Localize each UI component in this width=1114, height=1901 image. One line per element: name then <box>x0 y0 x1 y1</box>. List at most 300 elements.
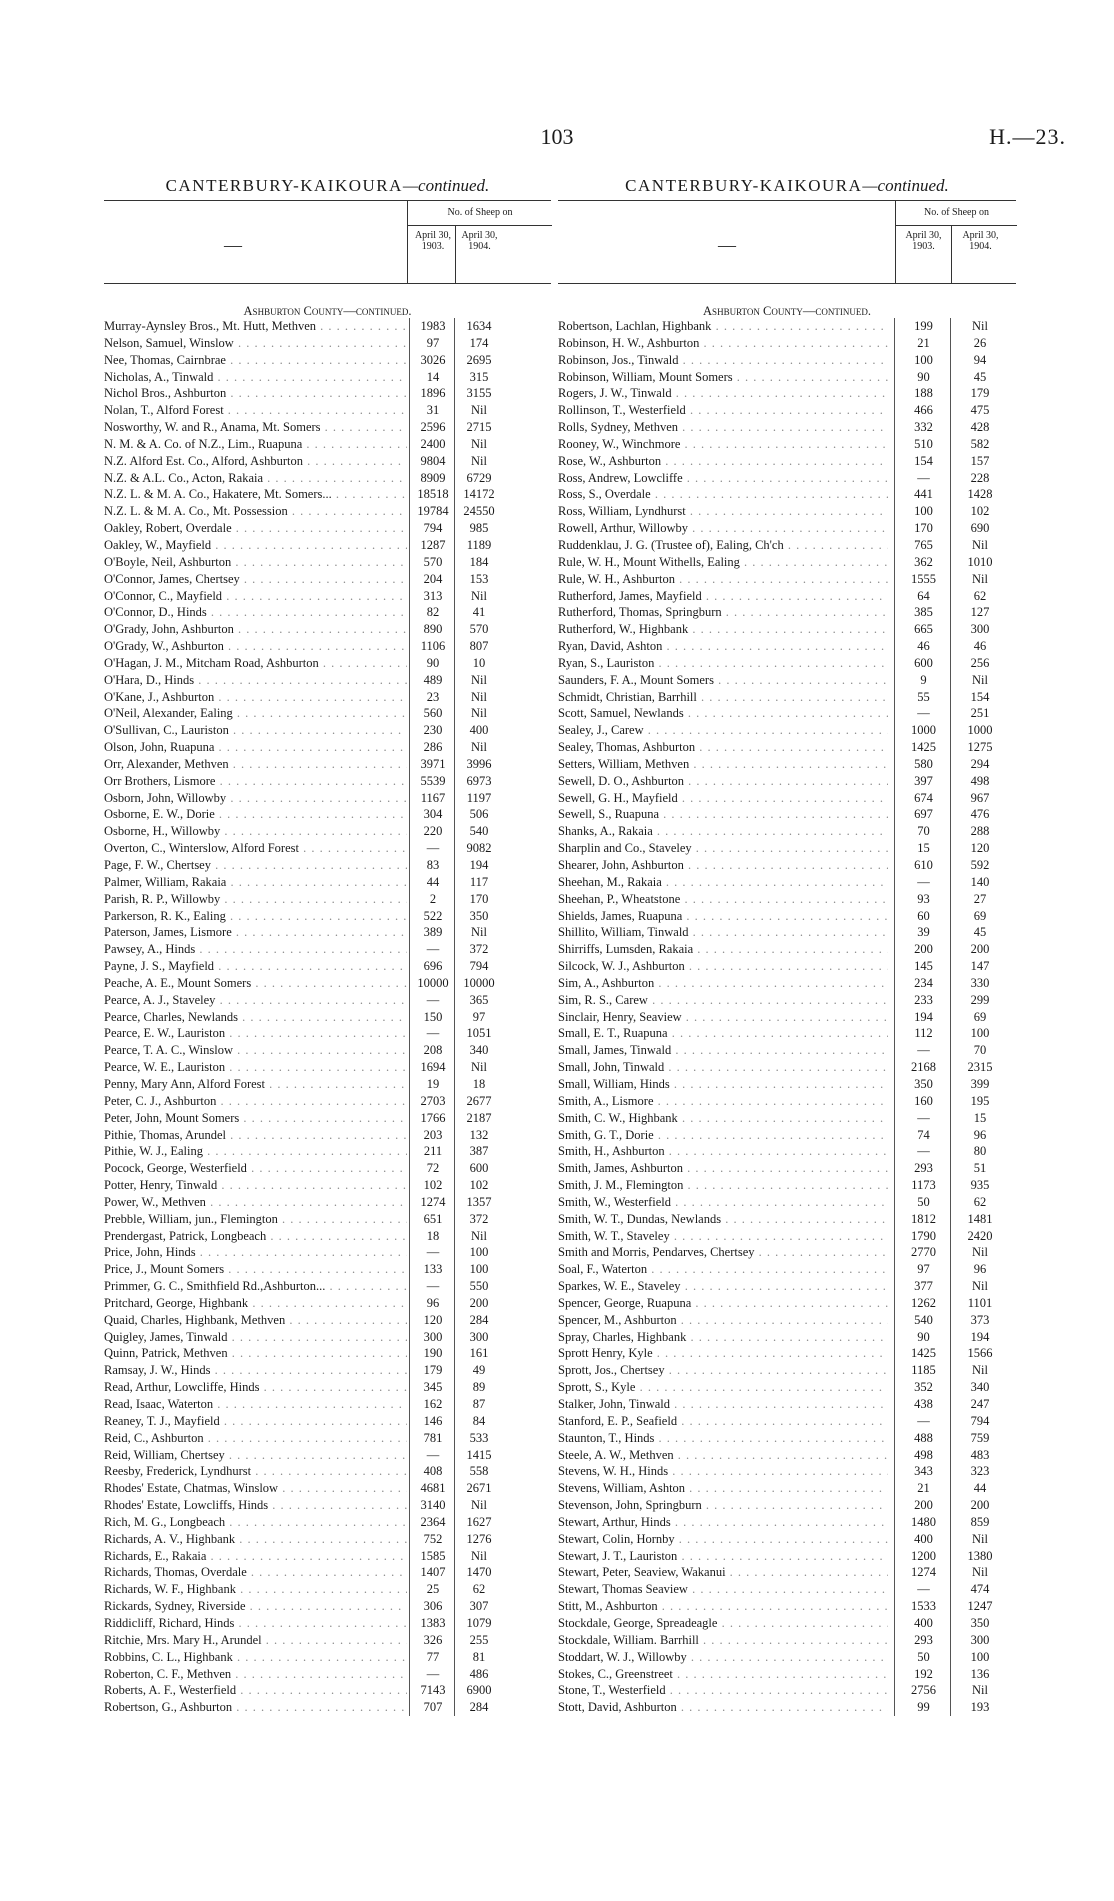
owner-name: Prendergast, Patrick, Longbeach . . . <box>104 1228 407 1245</box>
owner-name: Sprott, S., Kyle . . . <box>558 1379 888 1396</box>
table-row <box>104 722 551 739</box>
table-row <box>104 621 551 638</box>
sheep-1904-value: 372 <box>469 942 489 957</box>
sheep-1904-value: 200 <box>970 1498 990 1513</box>
sheep-1903-value: 438 <box>914 1397 933 1411</box>
sheep-1904-value: Nil <box>972 537 988 552</box>
sheep-1904-value: 373 <box>970 1312 990 1327</box>
sheep-1904-value: 81 <box>472 1649 486 1664</box>
owner-name: Pithie, Thomas, Arundel . . . <box>104 1127 407 1144</box>
sheep-1903-value: — <box>917 1144 930 1159</box>
sheep-1903-value: — <box>917 706 930 721</box>
sheep-1904-value: 365 <box>469 992 489 1007</box>
sheep-1903-value: 99 <box>917 1700 930 1715</box>
sheep-1903-value: 400 <box>914 1615 933 1630</box>
sheep-1904-value: 100 <box>469 1245 489 1260</box>
table-row <box>104 1143 551 1160</box>
sheep-1903-value: 211 <box>423 1144 443 1159</box>
table-row <box>558 1632 1016 1649</box>
column-title-suffix: —continued. <box>402 176 490 195</box>
owner-name: Ramsay, J. W., Hinds . . . <box>104 1362 407 1379</box>
owner-name: O'Kane, J., Ashburton . . . <box>104 689 407 706</box>
table-row <box>104 1329 551 1346</box>
sheep-1904-value: 194 <box>970 1329 990 1344</box>
sheep-1903-value: 466 <box>914 403 933 418</box>
sheep-1903-value: 1585 <box>420 1548 446 1563</box>
owner-name: Spencer, M., Ashburton . . . <box>558 1312 888 1329</box>
sheep-1903-value: 203 <box>423 1127 443 1142</box>
table-row <box>558 638 1016 655</box>
sheep-1904-value: 174 <box>469 335 489 350</box>
sheep-1903-value: 1000 <box>911 723 936 738</box>
table-row <box>104 604 551 621</box>
sheep-1904-value: 474 <box>970 1582 990 1597</box>
table-row <box>558 655 1016 672</box>
table-row <box>104 1666 551 1683</box>
sheep-1903-value: 31 <box>426 403 440 418</box>
table-row <box>558 1127 1016 1144</box>
sheep-1903-value: 60 <box>917 908 930 923</box>
owner-name: Sealey, Thomas, Ashburton . . . <box>558 739 888 756</box>
sheep-1904-value: 486 <box>469 1666 489 1681</box>
table-row <box>558 537 1016 554</box>
sheep-1904-value: 6900 <box>466 1683 492 1698</box>
owner-name: Ross, William, Lyndhurst . . . <box>558 503 888 520</box>
owner-name: Pearce, Charles, Newlands . . . <box>104 1009 407 1026</box>
sheep-1904-value: 44 <box>973 1481 987 1496</box>
sheep-1903-value: 600 <box>914 655 933 670</box>
sheep-1903-value: — <box>426 1447 440 1462</box>
sheep-1903-value: 233 <box>914 992 933 1007</box>
sheep-1904-value: Nil <box>972 571 988 586</box>
sheep-1904-value: 340 <box>970 1380 990 1395</box>
table-row <box>558 1160 1016 1177</box>
owner-name: Peter, John, Mount Somers . . . <box>104 1110 407 1127</box>
table-row <box>558 1396 1016 1413</box>
owner-name: Schmidt, Christian, Barrhill . . . <box>558 689 888 706</box>
sheep-1903-value: 194 <box>914 1009 933 1024</box>
owner-name: Small, James, Tinwald . . . <box>558 1042 888 1059</box>
table-row <box>558 385 1016 402</box>
table-row <box>104 1093 551 1110</box>
table-row <box>558 958 1016 975</box>
owner-name: Payne, J. S., Mayfield . . . <box>104 958 407 975</box>
sheep-1903-value: 1533 <box>911 1599 936 1614</box>
sheep-1903-value: 50 <box>917 1649 930 1664</box>
owner-name: Sheehan, M., Rakaia . . . <box>558 874 888 891</box>
sheep-1903-value: 1555 <box>911 571 936 586</box>
owner-name: Rhodes' Estate, Lowcliffs, Hinds . . . <box>104 1497 407 1514</box>
sheep-1903-value: 179 <box>423 1363 443 1378</box>
table-row <box>558 1211 1016 1228</box>
owner-name: Staunton, T., Hinds . . . <box>558 1430 888 1447</box>
owner-name: O'Sullivan, C., Lauriston . . . <box>104 722 407 739</box>
owner-name: Smith, J. M., Flemington . . . <box>558 1177 888 1194</box>
owner-name: Pritchard, George, Highbank . . . <box>104 1295 407 1312</box>
sheep-1904-value: 120 <box>970 841 990 856</box>
owner-name: Rooney, W., Winchmore . . . <box>558 436 888 453</box>
owner-name: Reesby, Frederick, Lyndhurst . . . <box>104 1463 407 1480</box>
owner-name: Osborn, John, Willowby . . . <box>104 790 407 807</box>
year-1904-header: April 30, 1904. <box>455 226 503 283</box>
owner-name: Stockdale, George, Spreadeagle . . . <box>558 1615 888 1632</box>
owner-name: Stevenson, John, Springburn . . . <box>558 1497 888 1514</box>
sheep-1903-value: 1167 <box>420 790 446 805</box>
sheep-1904-value: 147 <box>970 959 990 974</box>
owner-name: Sprott, Jos., Chertsey . . . <box>558 1362 888 1379</box>
table-row <box>104 891 551 908</box>
owner-name: Pithie, W. J., Ealing . . . <box>104 1143 407 1160</box>
owner-name: Stevens, W. H., Hinds . . . <box>558 1463 888 1480</box>
owner-name: Shearer, John, Ashburton . . . <box>558 857 888 874</box>
sheep-1903-value: 83 <box>426 858 440 872</box>
sheep-1903-value: 234 <box>914 975 933 990</box>
name-column-header: — <box>224 235 242 255</box>
sheep-1903-value: 498 <box>914 1447 933 1462</box>
owner-name: Stewart, Colin, Hornby . . . <box>558 1531 888 1548</box>
table-row <box>104 1194 551 1211</box>
sheep-1904-value: 558 <box>469 1464 489 1479</box>
owner-name: Nosworthy, W. and R., Anama, Mt. Somers . . . <box>104 419 407 436</box>
owner-name: Stitt, M., Ashburton . . . <box>558 1598 888 1615</box>
table-row <box>558 1615 1016 1632</box>
sheep-1903-value: 300 <box>423 1329 443 1344</box>
owner-name: Spray, Charles, Highbank . . . <box>558 1329 888 1346</box>
table-row <box>104 402 551 419</box>
owner-name: Quaid, Charles, Highbank, Methven . . . <box>104 1312 407 1329</box>
sheep-1903-value: 190 <box>423 1346 443 1361</box>
table-row <box>558 1093 1016 1110</box>
table-row <box>104 1447 551 1464</box>
owner-name: Stott, David, Ashburton . . . <box>558 1699 888 1716</box>
sheep-1903-value: 154 <box>914 453 933 468</box>
owner-name: Smith, H., Ashburton . . . <box>558 1143 888 1160</box>
sheep-1904-value: 1275 <box>967 740 993 755</box>
table-row <box>104 1682 551 1699</box>
owner-name: Osborne, H., Willowby . . . <box>104 823 407 840</box>
owner-name: Richards, E., Rakaia . . . <box>104 1548 407 1565</box>
page-number: 103 <box>540 124 574 149</box>
sheep-1904-value: 62 <box>973 588 987 603</box>
sheep-1904-value: 506 <box>469 807 489 822</box>
table-row <box>558 1295 1016 1312</box>
sheep-1904-value: 195 <box>970 1093 990 1108</box>
sheep-1904-value: 45 <box>973 925 987 940</box>
owner-name: Smith, James, Ashburton . . . <box>558 1160 888 1177</box>
sheep-1904-value: 300 <box>469 1329 489 1344</box>
table-row <box>558 975 1016 992</box>
owner-name: Stewart, Arthur, Hinds . . . <box>558 1514 888 1531</box>
owner-name: Robinson, Jos., Tinwald . . . <box>558 352 888 369</box>
table-row <box>558 1278 1016 1295</box>
section-heading: Ashburton County—continued. <box>703 304 871 318</box>
sheep-1903-value: 9 <box>920 672 927 687</box>
sheep-1903-value: 145 <box>914 959 933 974</box>
sheep-1904-value: 117 <box>469 874 489 889</box>
owner-name: Sim, A., Ashburton . . . <box>558 975 888 992</box>
owner-name: Orr Brothers, Lismore . . . <box>104 773 407 790</box>
sheep-1904-value: 935 <box>970 1178 990 1193</box>
sheep-1903-value: 150 <box>423 1009 443 1024</box>
owner-name: Nee, Thomas, Cairnbrae . . . <box>104 352 407 369</box>
table-row <box>104 1025 551 1042</box>
table-row <box>104 1379 551 1396</box>
owner-name: Stokes, C., Greenstreet . . . <box>558 1666 888 1683</box>
owner-name: Peache, A. E., Mount Somers . . . <box>104 975 407 992</box>
sheep-1903-value: 610 <box>914 858 933 872</box>
table-row <box>104 924 551 941</box>
table-row <box>104 1042 551 1059</box>
section-heading: Ashburton County—continued. <box>243 304 412 318</box>
owner-name: Peter, C. J., Ashburton . . . <box>104 1093 407 1110</box>
right-column <box>558 172 1016 1716</box>
table-row <box>558 689 1016 706</box>
owner-name: Soal, F., Waterton . . . <box>558 1261 888 1278</box>
sheep-1903-value: 1790 <box>911 1228 936 1243</box>
owner-name: Smith and Morris, Pendarves, Chertsey . . . <box>558 1244 888 1261</box>
owner-name: Pearce, E. W., Lauriston . . . <box>104 1025 407 1042</box>
sheep-1904-value: 1247 <box>967 1599 993 1614</box>
sheep-1904-value: 372 <box>469 1211 489 1226</box>
table-row <box>104 1059 551 1076</box>
owner-name: Smith, C. W., Highbank . . . <box>558 1110 888 1127</box>
table-row <box>104 1581 551 1598</box>
sheep-1903-value: 540 <box>914 1312 933 1327</box>
sheep-1904-value: 251 <box>970 706 990 721</box>
document-reference: H.—23. <box>989 124 1066 149</box>
table-row <box>558 1447 1016 1464</box>
sheep-1903-value: 100 <box>914 352 933 367</box>
owner-name: Price, John, Hinds . . . <box>104 1244 407 1261</box>
sheep-1903-value: 1185 <box>911 1363 936 1378</box>
owner-name: Parish, R. P., Willowby . . . <box>104 891 407 908</box>
owner-name: Richards, Thomas, Overdale . . . <box>104 1564 407 1581</box>
table-row <box>104 335 551 352</box>
table-row <box>104 672 551 689</box>
owner-name: Shillito, William, Tinwald . . . <box>558 924 888 941</box>
sheep-1903-value: 385 <box>914 605 933 620</box>
table-row <box>104 1480 551 1497</box>
sheep-1903-value: 2 <box>429 891 437 906</box>
owner-name: N.Z. L. & M. A. Co., Hakatere, Mt. Somers... . . . <box>104 486 407 503</box>
owner-name: Smith, G. T., Dorie . . . <box>558 1127 888 1144</box>
sheep-1903-value: 192 <box>914 1666 933 1681</box>
table-row <box>104 537 551 554</box>
table-row <box>558 806 1016 823</box>
sheep-1904-value: 300 <box>970 622 990 637</box>
left-column <box>104 172 551 1716</box>
table-row <box>104 571 551 588</box>
table-header <box>104 200 551 284</box>
sheep-1903-value: 204 <box>423 571 443 586</box>
sheep-1903-value: 18 <box>426 1228 440 1243</box>
sheep-1904-value: Nil <box>471 925 487 940</box>
table-row <box>104 1615 551 1632</box>
sheep-1904-value: 2187 <box>466 1110 492 1125</box>
owner-name: Sinclair, Henry, Seaview . . . <box>558 1009 888 1026</box>
sheep-1904-value: 9082 <box>466 841 492 856</box>
sheep-1903-value: 96 <box>426 1295 440 1310</box>
owner-name: Robinson, William, Mount Somers . . . <box>558 369 888 386</box>
table-row <box>558 1076 1016 1093</box>
sheep-1904-value: 69 <box>973 908 987 923</box>
table-row <box>104 1598 551 1615</box>
sheep-1903-value: — <box>917 1582 930 1597</box>
owner-name: Palmer, William, Rakaia . . . <box>104 874 407 891</box>
table-row <box>104 1211 551 1228</box>
sheep-1904-value: 1415 <box>466 1447 492 1462</box>
table-row <box>104 1295 551 1312</box>
sheep-1904-value: 228 <box>970 470 990 485</box>
table-row <box>104 1228 551 1245</box>
entries-list <box>558 318 1016 1716</box>
owner-name: Ross, S., Overdale . . . <box>558 486 888 503</box>
table-row <box>558 402 1016 419</box>
owner-name: Small, E. T., Ruapuna . . . <box>558 1025 888 1042</box>
column-rule <box>950 318 951 1716</box>
owner-name: O'Neil, Alexander, Ealing . . . <box>104 705 407 722</box>
owner-name: Read, Isaac, Waterton . . . <box>104 1396 407 1413</box>
sheep-1904-value: 184 <box>469 554 489 569</box>
table-row <box>104 1278 551 1295</box>
owner-name: Page, F. W., Chertsey . . . <box>104 857 407 874</box>
sheep-1904-value: 157 <box>970 453 990 468</box>
sheep-1903-value: — <box>426 942 440 957</box>
table-row <box>104 1160 551 1177</box>
sheep-1904-value: 18 <box>472 1076 486 1091</box>
sheep-1904-value: 6729 <box>466 470 492 485</box>
sheep-1903-value: 100 <box>914 504 933 519</box>
column-title-text: CANTERBURY-KAIKOURA <box>165 176 403 195</box>
table-row <box>558 520 1016 537</box>
owner-name: Sealey, J., Carew . . . <box>558 722 888 739</box>
table-row <box>104 992 551 1009</box>
sheep-1903-value: 752 <box>423 1531 443 1546</box>
owner-name: Ryan, David, Ashton . . . <box>558 638 888 655</box>
table-row <box>558 436 1016 453</box>
owner-name: Rose, W., Ashburton . . . <box>558 453 888 470</box>
owner-name: Small, William, Hinds . . . <box>558 1076 888 1093</box>
table-row <box>558 369 1016 386</box>
owner-name: Nelson, Samuel, Winslow . . . <box>104 335 407 352</box>
owner-name: Prebble, William, jun., Flemington . . . <box>104 1211 407 1228</box>
sheep-1903-value: 522 <box>423 908 443 923</box>
sheep-1904-value: Nil <box>471 672 487 687</box>
sheep-1904-value: 194 <box>469 858 489 872</box>
sheep-1904-value: 592 <box>970 858 990 872</box>
owner-name: Quinn, Patrick, Methven . . . <box>104 1345 407 1362</box>
sheep-1904-value: 3996 <box>466 756 492 771</box>
table-row <box>104 369 551 386</box>
owner-name: Rule, W. H., Ashburton . . . <box>558 571 888 588</box>
sheep-1903-value: 488 <box>914 1430 933 1445</box>
sheep-1903-value: — <box>426 1666 440 1681</box>
sheep-1903-value: 400 <box>914 1531 933 1546</box>
owner-name: Shields, James, Ruapuna . . . <box>558 908 888 925</box>
sheep-1903-value: 345 <box>423 1380 443 1395</box>
table-row <box>104 470 551 487</box>
owner-name: Oakley, Robert, Overdale . . . <box>104 520 407 537</box>
sheep-1904-value: 330 <box>970 975 990 990</box>
owner-name: Pearce, A. J., Staveley . . . <box>104 992 407 1009</box>
owner-name: Stone, T., Westerfield . . . <box>558 1682 888 1699</box>
column-rule <box>454 318 455 1716</box>
table-row <box>104 840 551 857</box>
sheep-1904-value: 10 <box>472 655 486 670</box>
sheep-1904-value: 387 <box>469 1144 489 1159</box>
sheep-1903-value: 19784 <box>417 504 449 519</box>
owner-name: Rolls, Sydney, Methven . . . <box>558 419 888 436</box>
sheep-1904-value: 69 <box>973 1009 987 1024</box>
owner-name: Stalker, John, Tinwald . . . <box>558 1396 888 1413</box>
sheep-1904-value: 102 <box>970 504 990 519</box>
table-row <box>104 318 551 335</box>
owner-name: O'Boyle, Neil, Ashburton . . . <box>104 554 407 571</box>
table-row <box>558 1463 1016 1480</box>
owner-name: Richards, W. F., Highbank . . . <box>104 1581 407 1598</box>
sheep-1904-value: 2315 <box>967 1060 993 1075</box>
sheep-1904-value: 284 <box>469 1312 489 1327</box>
sheep-1903-value: 352 <box>914 1380 933 1395</box>
sheep-1903-value: — <box>917 1110 930 1125</box>
sheep-1904-value: 94 <box>973 352 987 367</box>
table-row <box>104 1413 551 1430</box>
sheep-1903-value: 343 <box>914 1464 933 1479</box>
sheep-1903-value: 1896 <box>420 386 446 401</box>
sheep-1904-value: 70 <box>973 1043 987 1058</box>
table-row <box>104 1463 551 1480</box>
sheep-1903-value: 23 <box>426 689 440 704</box>
sheep-1904-value: 97 <box>472 1009 486 1024</box>
sheep-1904-value: 794 <box>970 1413 990 1428</box>
table-row <box>558 790 1016 807</box>
sheep-1904-value: 540 <box>469 824 489 839</box>
sheep-1904-value: 15 <box>973 1110 987 1125</box>
sheep-1903-value: 2596 <box>420 420 446 435</box>
sheep-1903-value: 570 <box>423 554 443 569</box>
sheep-1903-value: 1407 <box>420 1565 446 1580</box>
sheep-1903-value: 1287 <box>420 537 446 552</box>
sheep-1904-value: 2671 <box>466 1481 492 1496</box>
sheep-1904-value: Nil <box>972 319 988 333</box>
sheep-1903-value: 19 <box>426 1076 440 1091</box>
table-row <box>104 554 551 571</box>
owner-name: Read, Arthur, Lowcliffe, Hinds . . . <box>104 1379 407 1396</box>
owner-name: Smith, W. T., Dundas, Newlands . . . <box>558 1211 888 1228</box>
sheep-1904-value: 600 <box>469 1161 489 1176</box>
owner-name: Steele, A. W., Methven . . . <box>558 1447 888 1464</box>
sheep-1903-value: 326 <box>423 1632 443 1647</box>
sheep-1904-value: Nil <box>471 453 487 468</box>
table-row <box>104 1345 551 1362</box>
owner-name: Spencer, George, Ruapuna . . . <box>558 1295 888 1312</box>
sheep-1904-value: Nil <box>471 1548 487 1563</box>
sheep-1904-value: 350 <box>970 1615 990 1630</box>
group-title: No. of Sheep on <box>896 201 1017 226</box>
sheep-1904-value: Nil <box>471 1228 487 1243</box>
sheep-1904-value: 323 <box>970 1464 990 1479</box>
sheep-1904-value: 967 <box>970 790 990 805</box>
sheep-1903-value: 1383 <box>420 1615 446 1630</box>
owner-name: Rutherford, Thomas, Springburn . . . <box>558 604 888 621</box>
year-1904-header: April 30, 1904. <box>951 226 1009 283</box>
table-row <box>104 1699 551 1716</box>
table-row <box>558 1261 1016 1278</box>
sheep-1903-value: 44 <box>426 874 440 889</box>
table-row <box>558 705 1016 722</box>
owner-name: Potter, Henry, Tinwald . . . <box>104 1177 407 1194</box>
sheep-1904-value: 2677 <box>466 1093 492 1108</box>
